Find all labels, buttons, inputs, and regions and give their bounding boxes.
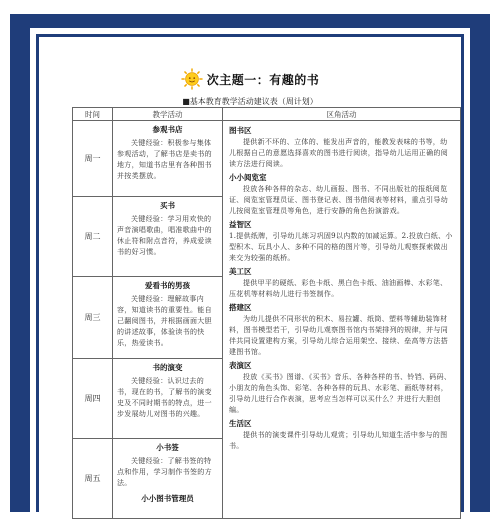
area-body: 投放《买书》图谱、《买书》音乐、各种各样的书、铃铛、码码、小朋友的角色头饰、彩笔、各种各样的玩具、水彩笔、画纸等材料，引导幼儿进行合作表演，思考应当怎样可以买什么？并进行大胆创编。: [229, 373, 452, 414]
header-week: 时间: [73, 108, 113, 121]
activity-body: 关键经验：理解故事内容，知道读书的重要性。能自己翻阅图书，并根据画面大胆的讲述故事，体验读书的快乐，热爱读书。: [117, 295, 212, 347]
activity-title: 小书签: [156, 443, 179, 452]
title-row: [42, 68, 458, 90]
activity-title: 买书: [160, 201, 175, 210]
area-body: 提供新不坏的、立体的、能发出声音的，能教发表味的书等，幼儿根据自己的意愿选择喜欢的图书进行阅读，指导幼儿运用正确的阅读方法进行阅读。: [229, 138, 448, 168]
header-activity: 教学活动: [113, 108, 223, 121]
inner-border-top: [36, 34, 464, 37]
week-label: 周一: [73, 121, 113, 197]
activity-cell: [113, 121, 223, 197]
week-label: 周三: [73, 277, 113, 359]
area-body: 1.提供纸牌，引导幼儿练习巩固9以内数的加减运算。2.投放白纸、小型积木、玩具小人、多种不同的格的图片等，引导幼儿观察探索做出来交为较强的纸桥。: [229, 232, 453, 262]
frame-border-left: [10, 14, 30, 512]
activity-body: 关键经验：认识过去的书，现在的书，了解书的演变史及不同时期书的特点，进一步发展幼儿对图书的兴趣。: [117, 377, 212, 418]
area-title: 搭建区: [229, 303, 252, 312]
week-label: 周五: [73, 439, 113, 519]
week-label: 周四: [73, 359, 113, 439]
activity-cell: [113, 197, 223, 277]
sun-icon: [181, 68, 203, 90]
activity-title: 爱看书的男孩: [145, 281, 190, 290]
activity-title: 书的演变: [152, 363, 183, 372]
table-row: [73, 121, 461, 197]
inner-border-right: [461, 34, 464, 512]
inner-border-left: [36, 34, 39, 512]
activity-cell: [113, 439, 223, 519]
area-title: 美工区: [229, 267, 252, 276]
area-cell: [223, 121, 461, 519]
area-body: 提供书的演变课件引导幼儿观赏；引导幼儿知道生活中参与的图书。: [229, 431, 448, 450]
page-title: 次主题一：有趣的书: [206, 72, 320, 87]
activity-body: 关键经验：学习用欢快的声音演唱歌曲，唱准歌曲中的休止符和附点音符，养成爱读书的好习惯。: [117, 215, 212, 256]
area-title: 益智区: [229, 220, 252, 229]
activity-body: 关键经验：积极参与集体参观活动，了解书店是卖书的地方，知道书店里有各种图书并按类摆放。: [117, 139, 212, 180]
area-body: 提供甲平的硬纸、彩色卡纸、黑白色卡纸、油油画棒、水彩笔、压花机等材料幼儿进行书签制作。: [229, 279, 448, 298]
activity-cell: [113, 359, 223, 439]
activity-body: 关键经验：了解书签的特点和作用，学习制作书签的方法。: [117, 457, 212, 487]
area-title: 表演区: [229, 361, 252, 370]
area-body: 投放各种各样的杂志、幼儿画报、图书、不同出版社的报纸阅览证、阅览室管理员证、图书登记表、图书借阅表等材料，重点引导幼儿按阅览室管理员等角色，进行安静的角色扮演游戏。: [229, 185, 448, 215]
frame-border-top: [10, 14, 490, 28]
week-label: 周二: [73, 197, 113, 277]
header-area: 区角活动: [223, 108, 461, 121]
area-title: 图书区: [229, 126, 252, 135]
table-caption: ■基本教育教学活动建议表（周计划）: [182, 97, 318, 106]
activity-title-extra: 小小图书管理员: [141, 494, 194, 503]
table-header-row: [73, 108, 461, 121]
frame-border-right: [470, 14, 490, 512]
area-body: 为幼儿提供不同形状的积木、易拉罐、纸筒、塑料等辅助装饰材料，图书模型若干，引导幼儿观察图书馆内书架排列的规律，并与同伴共同设置建构方案，引导幼儿综合运用架空、接续、垒高等方法搭建图书馆。: [229, 315, 448, 356]
area-title: 小小阅览室: [229, 173, 267, 182]
area-title: 生活区: [229, 419, 252, 428]
activity-cell: [113, 277, 223, 359]
weekly-plan-table: [72, 107, 461, 519]
activity-title: 参观书店: [152, 125, 183, 134]
